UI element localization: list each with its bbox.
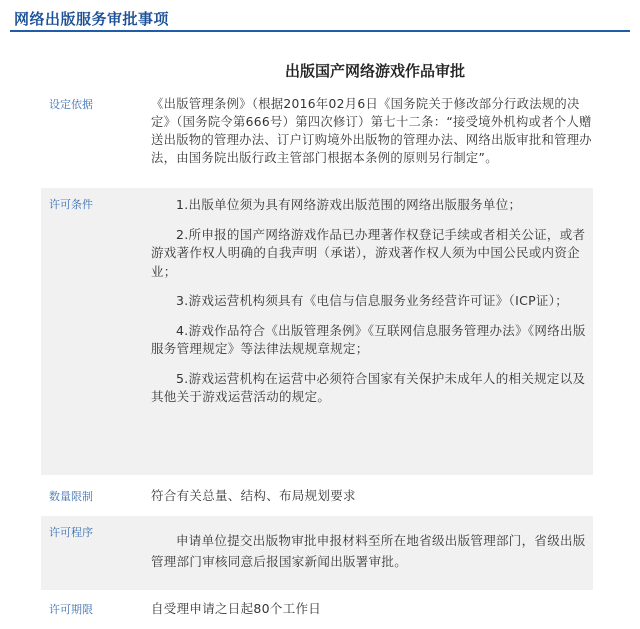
row-text-procedure: 申请单位提交出版物审批申报材料至所在地省级出版管理部门，省级出版管理部门审核同意后报国家新闻出版署审批。 bbox=[151, 533, 586, 569]
row-quantity bbox=[41, 480, 593, 514]
row-basis bbox=[41, 88, 593, 183]
row-period bbox=[41, 593, 593, 625]
condition-item-4: 4.游戏作品符合《出版管理条例》《互联网信息服务管理办法》《网络出版服务管理规定》等法律法规规章规定； bbox=[151, 322, 586, 356]
row-label-period: 许可期限 bbox=[49, 603, 93, 616]
document-title: 出版国产网络游戏作品审批 bbox=[284, 62, 465, 80]
row-text-period: 自受理申请之日起80个工作日 bbox=[151, 601, 322, 616]
row-label-conditions: 许可条件 bbox=[49, 198, 93, 211]
row-label-quantity: 数量限制 bbox=[49, 490, 93, 503]
condition-item-1: 1.出版单位须为具有网络游戏出版范围的网络出版服务单位； bbox=[176, 197, 522, 212]
conditions-list bbox=[151, 196, 593, 418]
condition-item-3: 3.游戏运营机构须具有《电信与信息服务业务经营许可证》（ICP证）； bbox=[176, 293, 569, 308]
row-procedure bbox=[41, 516, 593, 590]
section-title: 网络出版服务审批事项 bbox=[14, 10, 170, 28]
section-header bbox=[10, 0, 630, 32]
row-text-quantity: 符合有关总量、结构、布局规划要求 bbox=[151, 488, 356, 503]
row-text-basis: 《出版管理条例》（根据2016年02月6日《国务院关于修改部分行政法规的决定》（国务院令第666号）第四次修订）第七十二条：“接受境外机构或者个人赠送出版物的管理办法、订户订购境外出版物的管理办法、网络出版审批和管理办法，由国务院出版行政主管部门根据本条例的原则另行制定”。 bbox=[151, 97, 592, 165]
row-label-procedure: 许可程序 bbox=[49, 526, 93, 539]
row-label-basis: 设定依据 bbox=[49, 98, 93, 111]
condition-item-5: 5.游戏运营机构在运营中必须符合国家有关保护未成年人的相关规定以及其他关于游戏运营活动的规定。 bbox=[151, 370, 586, 404]
condition-item-2: 2.所申报的国产网络游戏作品已办理著作权登记手续或者相关公证，或者游戏著作权人明确的自我声明（承诺），游戏著作权人须为中国公民或内资企业； bbox=[151, 226, 586, 279]
row-conditions bbox=[41, 188, 593, 475]
